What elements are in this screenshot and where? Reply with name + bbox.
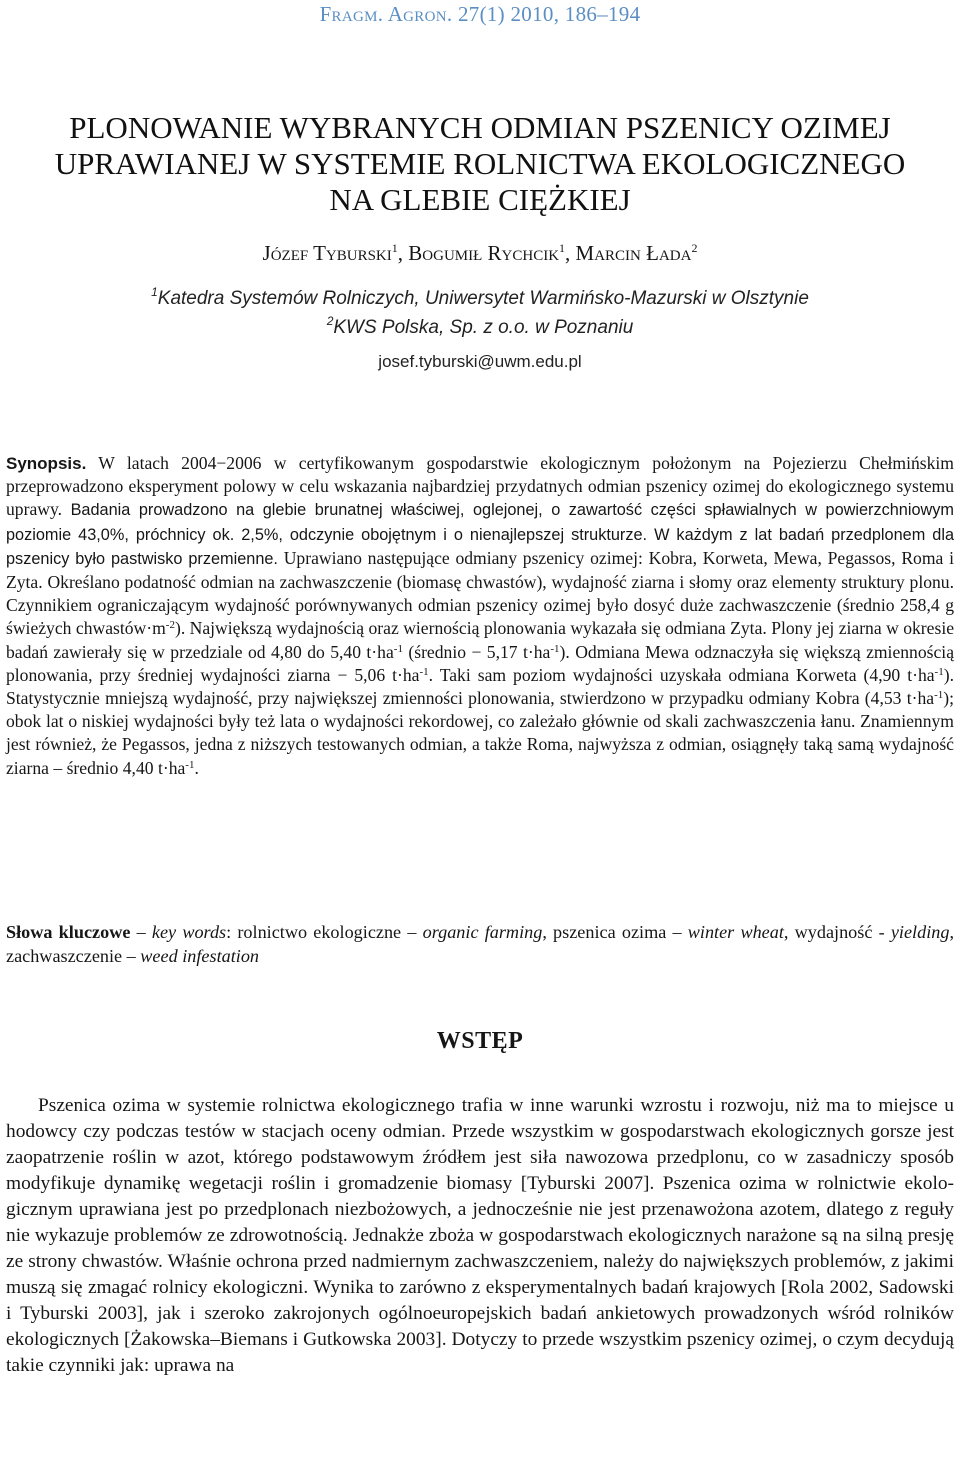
keywords-paragraph: [6, 920, 954, 968]
synopsis-text: (średnio − 5,17 t·ha: [402, 641, 551, 662]
superscript: -1: [550, 642, 560, 655]
author-name: Marcin Łada: [575, 241, 692, 265]
keywords-text-en: key words: [151, 922, 227, 942]
synopsis-text: Odmiana Mewa odznaczyła się większą zmiennością plonowania, przy średniej wydajności ziarna − 5,06 t·ha: [6, 641, 955, 685]
keywords-text-en: winter wheat: [687, 922, 784, 942]
synopsis-text: ).: [943, 664, 954, 685]
article-title: [0, 110, 960, 218]
author-name: Bogumił Rychcik: [408, 241, 560, 265]
superscript: -2: [165, 619, 175, 632]
section-heading: WSTĘP: [436, 1028, 524, 1054]
synopsis-text: Statystycznie mniejszą wydajność, przy największej zmienności plonowania, stwierdzono w przypadku odmiany Kobra (4,53 t·ha: [6, 688, 935, 709]
affiliation-text: KWS Polska, Sp. z o.o. w Poznaniu: [333, 317, 634, 338]
affiliation-number: 2: [326, 314, 334, 328]
keywords-text: : rolnictwo ekologiczne –: [226, 922, 423, 942]
author-name: Józef Tyburski: [262, 241, 392, 265]
affiliation-number: 1: [151, 285, 158, 299]
keywords-text-en: weed infestation: [140, 946, 260, 966]
title-line: PLONOWANIE WYBRANYCH ODMIAN PSZENICY OZIMEJ: [69, 110, 891, 145]
synopsis-text: Znamiennym jest również, że Pegassos, jedna z niższych testowanych odmian, a także Roma, najwyższa z odmian, osiągnęły taką samą wydajność ziarna – średnio 4,40 t·ha: [6, 711, 954, 778]
synopsis-text: Uprawiano następujące odmiany pszenicy ozimej: Kobra, Korweta, Mewa, Pegassos, Roma i Zyta.: [6, 547, 954, 593]
superscript: -1: [934, 689, 944, 702]
author-email: josef.tyburski@uwm.edu.pl: [378, 352, 582, 371]
title-line: UPRAWIANEJ W SYSTEMIE ROLNICTWA EKOLOGICZNEGO: [54, 146, 906, 181]
synopsis-text: ); obok lat o niskiej wydajności były też lata o wydajności rekordowej, co zależało głównie od skali zachwaszczenia łanu.: [6, 688, 954, 732]
synopsis-text: Plony jej ziarna w okresie badań zawierały się w przedziale od 4,80 do 5,40 t·ha: [6, 618, 955, 662]
keywords-text: , wydajność -: [783, 922, 891, 942]
synopsis-paragraph: [6, 452, 954, 780]
synopsis-text: Czynnikiem ograniczającym wydajność porównywanych odmian pszenicy ozimej było dosyć duże zachwaszczenie (średnio 258,4 g świeżych chwastów·m: [6, 595, 954, 639]
superscript: -1: [185, 758, 195, 771]
superscript: -1: [393, 642, 403, 655]
keywords-text: , pszenica ozima –: [542, 922, 688, 942]
synopsis-text: Badania prowadzono na glebie brunatnej właściwej, oglejonej, o zawartość części spławialnych w powierzchniowym poziomie 43,0%, próchnicy ok. 2,5%, odczynie obojętnym i o nienajlepszej strukturze. W każdym z lat badań przedplonem dla pszenicy było pastwisko przemienne.: [6, 501, 954, 568]
running-head: Fragm. Agron. 27(1) 2010, 186–194: [319, 2, 641, 26]
affiliation-1: [0, 285, 960, 310]
title-line: NA GLEBIE CIĘŻKIEJ: [329, 182, 631, 217]
superscript: -1: [934, 665, 944, 678]
synopsis-text: ).: [559, 641, 570, 662]
author-affiliation-mark: 1: [559, 241, 566, 255]
keywords-text: –: [130, 922, 152, 942]
keywords-text-en: yielding: [890, 922, 950, 942]
author-affiliation-mark: 1: [391, 241, 398, 255]
author-affiliation-mark: 2: [691, 241, 698, 255]
keywords-text-en: organic farming: [422, 922, 543, 942]
synopsis-label: Synopsis.: [6, 454, 87, 473]
synopsis-text: Określano podatność odmian na zachwaszczenie (biomasę chwastów), wydajność ziarna i słomy oraz elementy struktury plonu.: [42, 572, 954, 593]
synopsis-text: Taki sam poziom wydajności uzyskała odmiana Korweta (4,90 t·ha: [433, 664, 935, 685]
keywords-label: Słowa kluczowe: [6, 922, 131, 942]
affiliation-2: [0, 314, 960, 339]
synopsis-text: ). Największą wydajnością oraz wiernością plonowania wykazała się odmiana Zyta.: [174, 618, 767, 639]
keywords-text: , zachwaszczenie –: [6, 922, 954, 966]
synopsis-text: .: [194, 757, 199, 778]
synopsis-text: W latach 2004−2006 w certyfikowanym gospodarstwie ekologicznym położonym na Pojezierzu Chełmińskim przeprowadzono eksperyment polowy w celu wskazania najbardziej przydatnych odmian pszenicy ozimej do ekologicznego systemu uprawy.: [6, 453, 954, 520]
synopsis-text: .: [428, 664, 434, 685]
superscript: -1: [419, 665, 429, 678]
intro-paragraph: Pszenica ozima w systemie rolnictwa ekologicznego trafia w inne warunki wzrostu i rozwoju, niż ma to miejsce u hodowcy czy podczas testów w stacjach oceny odmian. Przede wszystkim w gospodarstwach ekologicznych gorsze jest zaopatrzenie roślin w azot, którego podstawowym źródłem jest siła nawozowa przedplonu, co w zasadniczy sposób modyfikuje dynamikę wegetacji roślin i gromadzenie biomasy [Tyburski 2007]. Pszenica ozima w rolnictwie ekologicznym uprawiana jest po przedplonach niezbożowych, a jednocześnie nie jest przenawożona azotem, dlatego z reguły nie wykazuje problemów ze zdrowotnością. Jednakże zboża w gospodarstwach ekologicznych narażone są na silną presję ze strony chwastów. Właśnie ochrona przed nadmiernym zachwaszczeniem, należy do największych problemów, z jakimi muszą się zmagać rolnicy ekologiczni. Wynika to zarówno z eksperymentalnych badań krajowych [Rola 2002, Sadowski i Tyburski 2003], jak i szeroko zakrojonych ogólnoeuropejskich badań ankietowych prowadzonych wśród rolników ekologicznych [Żakowska–Biemans i Gutkowska 2003]. Dotyczy to przede wszystkim pszenicy ozimej, o czym decydują takie czynniki jak: uprawa na: [6, 1095, 954, 1376]
author-list: Józef Tyburski$^1$, Bogumił Rychcik$^1$, Marcin Łada$^2$: [262, 241, 698, 265]
affiliation-text: Katedra Systemów Rolniczych, Uniwersytet Warmińsko-Mazurski w Olsztynie: [157, 288, 809, 309]
